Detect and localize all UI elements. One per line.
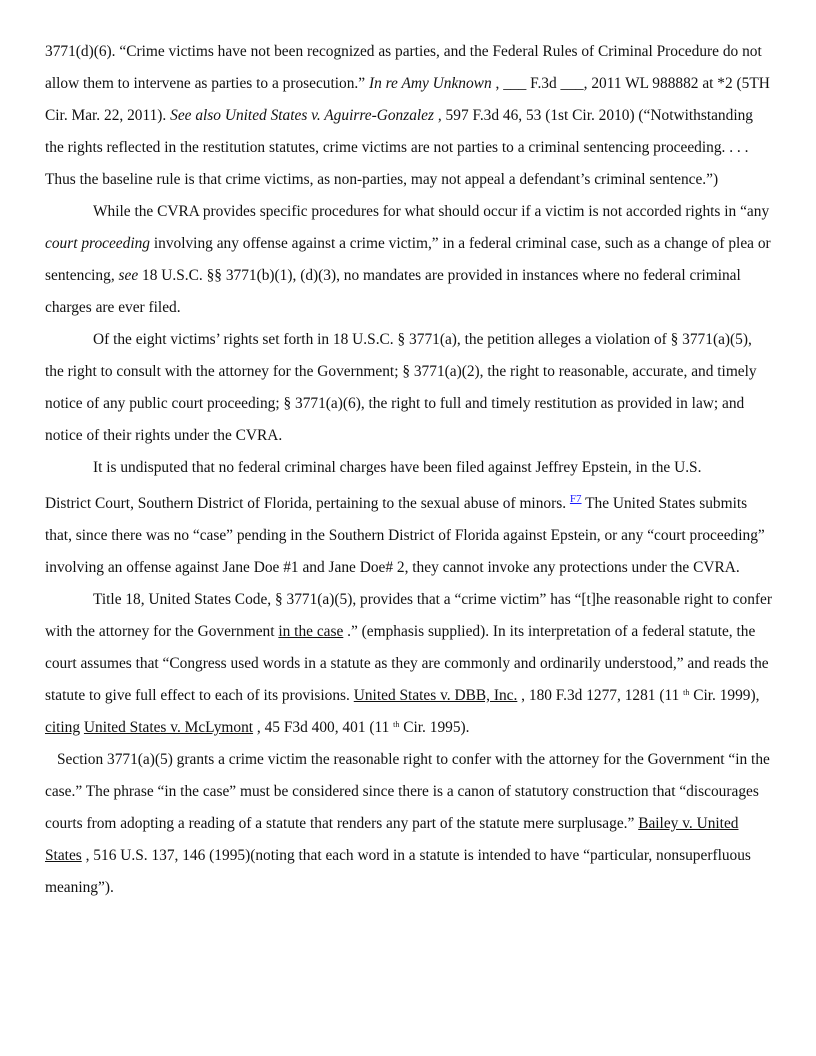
paragraph-5-text-3: , 180 F.3d 1277, 1281 (11 [517,687,684,704]
signal-citing: citing [45,719,81,736]
ordinal-suffix-2: th [393,720,400,729]
paragraph-6-text-2: , 516 U.S. 137, 146 (1995)(noting that each word in a statute is intended to have “particular, nonsuperfluous meaning”). [45,847,751,896]
case-citation-aguirre-gonzalez: See also United States v. Aguirre-Gonzalez [170,107,435,124]
paragraph-5-text-7: Cir. 1995). [399,719,470,736]
paragraph-2-text-3: 18 U.S.C. §§ 3771(b)(1), (d)(3), no mandates are provided in instances where no federal criminal charges are ever filed. [45,267,741,316]
paragraph-5-text-6: , 45 F3d 400, 401 (11 [253,719,394,736]
footnote-link-f7[interactable]: F7 [569,493,582,505]
paragraph-4-text-1: District Court, Southern District of Florida, pertaining to the sexual abuse of minors. [45,495,570,512]
paragraph-2-text-2: involving any offense against a crime victim,” in a federal criminal case, such as a change of plea or sentencing, [45,235,771,284]
paragraph-2-text-1: While the CVRA provides specific procedures for what should occur if a victim is not accorded rights in “any [93,203,770,220]
paragraph-4-text-2: The United States submits that, since there was no “case” pending in the Southern District of Florida against Epstein, or any “court proceeding” involving an offense against Jane Doe #1 and Jane Doe# 2, they cannot invoke any protections under the CVRA. [45,495,765,576]
paragraph-6-text-1: Section 3771(a)(5) grants a crime victim the reasonable right to confer with the attorney for the Government “in the case.” The phrase “in the case” must be considered since there is a canon of statutory construction that “discourages courts from adopting a reading of a statute that renders any part of the statute mere surplusage.” [45,751,770,832]
paragraph-5-text-4: Cir. 1999), [689,687,760,704]
emphasis-see: see [118,267,139,284]
paragraph-4-line-1: It is undisputed that no federal criminal charges have been filed against Jeffrey Epstein, in the U.S. [93,459,702,476]
paragraph-1-text-3: , 597 F.3d 46, 53 (1st Cir. 2010) (“Notwithstanding the rights reflected in the restitution statutes, crime victims are not parties to a criminal sentencing proceeding. . . . Thus the baseline rule is that crime victims, as non-parties, may not appeal a defendant’s criminal sentence.”) [45,107,753,188]
paragraph-1-text-1: 3771(d)(6). “Crime victims have not been recognized as parties, and the Federal Rules of Criminal Procedure do not allow them to intervene as parties to a prosecution.” [45,43,762,92]
paragraph-1-text-2: , ___ F.3d ___, 2011 WL 988882 at *2 (5TH Cir. Mar. 22, 2011). [45,75,770,124]
case-citation-mclymont: United States v. McLymont [83,719,254,736]
paragraph-5-text-1: Title 18, United States Code, § 3771(a)(5), provides that a “crime victim” has “[t]he reasonable right to confer with the attorney for the Government [45,591,772,640]
emphasis-in-the-case: in the case [278,623,344,640]
case-citation-dbb: United States v. DBB, Inc. [353,687,518,704]
paragraph-2 [45,196,773,324]
case-citation-bailey: Bailey v. United States [45,815,739,864]
paragraph-6 [45,744,773,904]
paragraph-5 [45,584,773,744]
document-page [45,36,773,904]
paragraph-1 [45,36,773,196]
case-citation-in-re-amy-unknown: In re Amy Unknown [368,75,492,92]
paragraph-5-text-2: .” (emphasis supplied). In its interpretation of a federal statute, the court assumes that “Congress used words in a statute as they are commonly and ordinarily understood,” and reads the statute to give full effect to each of its provisions. [45,623,769,704]
emphasis-court-proceeding: court proceeding [45,235,150,252]
paragraph-4-line-2 [45,484,773,584]
ordinal-suffix-1: th [683,688,690,697]
paragraph-3: Of the eight victims’ rights set forth in 18 U.S.C. § 3771(a), the petition alleges a violation of § 3771(a)(5), the right to consult with the attorney for the Government; § 3771(a)(2), the right to reasonable, accurate, and timely notice of any public court proceeding; § 3771(a)(6), the right to full and timely restitution as provided in law; and notice of their rights under the CVRA. [45,331,757,444]
